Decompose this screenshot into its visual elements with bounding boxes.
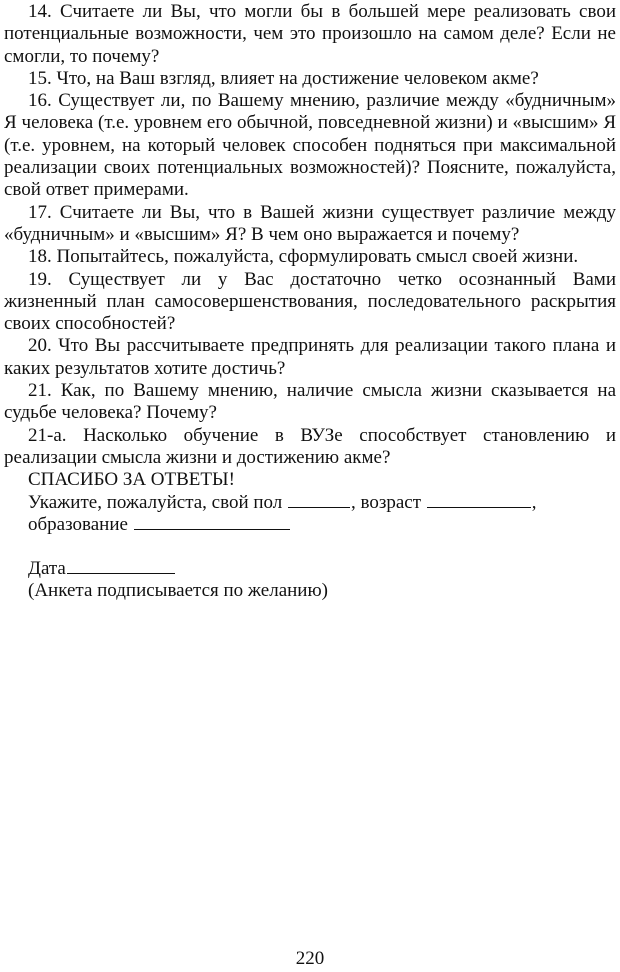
demographics-line (4, 492, 616, 514)
question-21: 21. Как, по Вашему мнению, наличие смысла жизни сказывается на судьбе человека? Почему? (4, 380, 616, 424)
age-prompt: , возраст (351, 491, 422, 513)
question-17: 17. Считаете ли Вы, что в Вашей жизни существует различие между «будничным» и «высшим» Я? В чем оно выражается и почему? (4, 201, 616, 245)
question-21a: 21-а. Насколько обучение в ВУЗе способствует становлению и реализации смысла жизни и достижению акме? (4, 424, 616, 468)
sex-blank (288, 492, 350, 508)
education-line (4, 514, 616, 536)
question-14: 14. Считаете ли Вы, что могли бы в большей мере реализовать свои потенциальные возможности, чем это произошло на самом деле? Если не смогли, то почему? (4, 1, 616, 67)
blank-spacer (4, 536, 616, 558)
date-prompt: Дата (28, 558, 66, 580)
sex-prompt: Укажите, пожалуйста, свой пол (28, 491, 283, 513)
page-number: 220 (295, 948, 325, 969)
question-16: 16. Существует ли, по Вашему мнению, различие между «будничным» Я человека (т.е. уровнем его обычной, повседневной жизни) и «высшим» Я (т.е. уровнем, на который человек способен подняться при максимальной реализации своих потенциальных возможностей)? Поясните, пожалуйста, свой ответ примерами. (4, 90, 616, 201)
date-line (4, 558, 616, 580)
education-blank (134, 514, 290, 530)
signature-note: (Анкета подписывается по желанию) (28, 580, 328, 602)
age-suffix: , (531, 491, 537, 513)
date-blank (67, 558, 175, 574)
age-blank (427, 492, 531, 508)
questionnaire-text (4, 1, 616, 603)
question-19: 19. Существует ли у Вас достаточно четко осознанный Вами жизненный план самосовершенствования, последовательного раскрытия своих способностей? (4, 268, 616, 335)
education-prompt: образование (28, 513, 128, 535)
question-15: 15. Что, на Ваш взгляд, влияет на достижение человеком акме? (28, 67, 539, 89)
question-20: 20. Что Вы рассчитываете предпринять для реализации такого плана и каких результатов хотите достичь? (4, 335, 616, 379)
thanks-heading: СПАСИБО ЗА ОТВЕТЫ! (28, 469, 235, 491)
question-18: 18. Попытайтесь, пожалуйста, сформулировать смысл своей жизни. (28, 246, 579, 268)
